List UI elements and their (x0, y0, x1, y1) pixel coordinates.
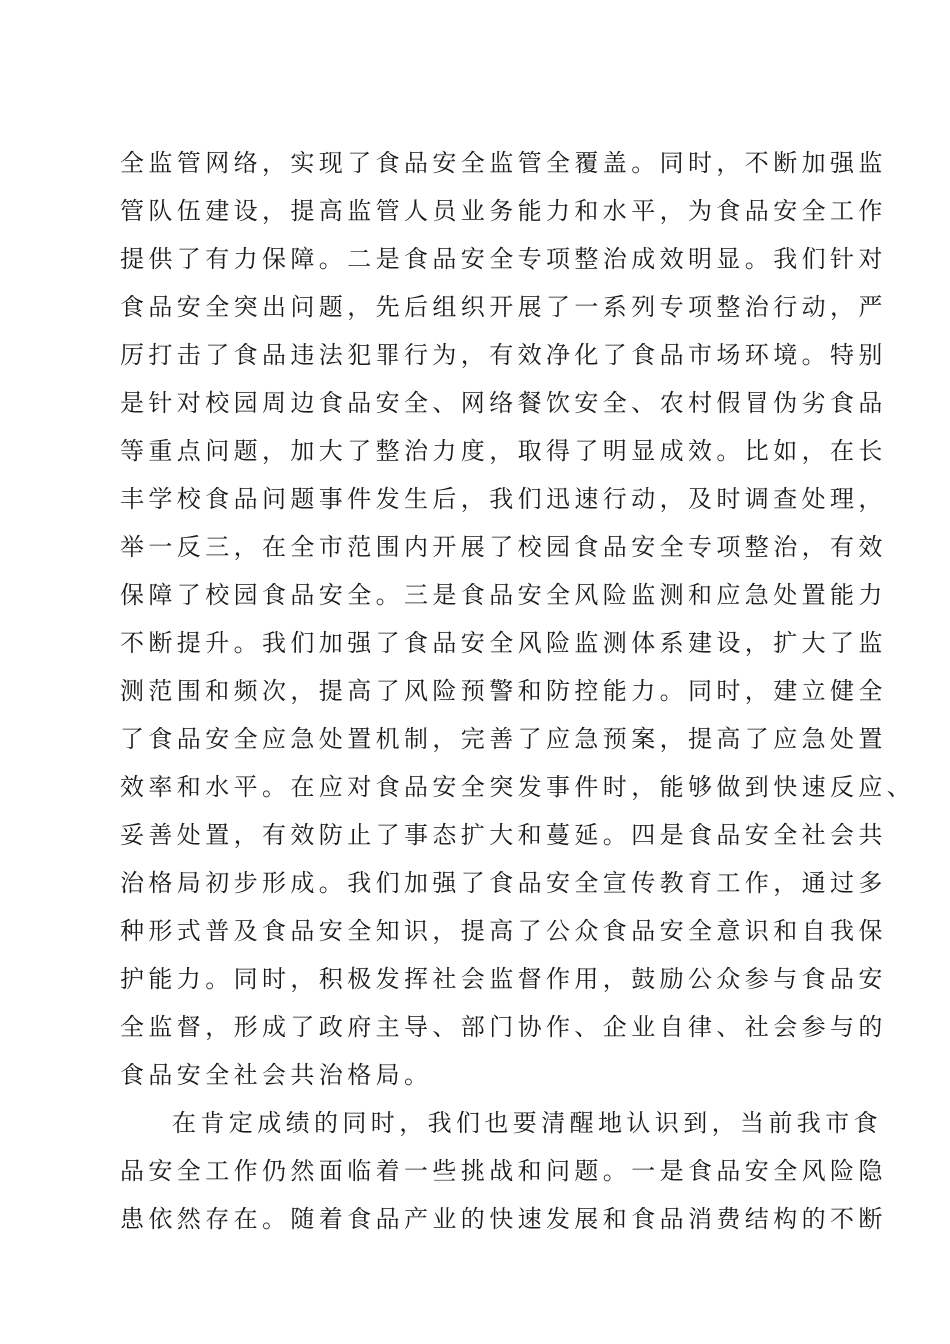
text-line: 管队伍建设，提高监管人员业务能力和水平，为食品安全工作 (120, 197, 887, 225)
text-line: 治格局初步形成。我们加强了食品安全宣传教育工作，通过多 (120, 869, 887, 897)
text-line: 提供了有力保障。二是食品安全专项整治成效明显。我们针对 (120, 245, 887, 273)
paragraph-first-line: 在肯定成绩的同时，我们也要清醒地认识到，当前我市食 (172, 1109, 882, 1137)
text-line: 妥善处置，有效防止了事态扩大和蔓延。四是食品安全社会共 (120, 821, 887, 849)
text-line: 效率和水平。在应对食品安全突发事件时，能够做到快速反应、 (120, 773, 916, 801)
text-line: 种形式普及食品安全知识，提高了公众食品安全意识和自我保 (120, 917, 887, 945)
text-line: 保障了校园食品安全。三是食品安全风险监测和应急处置能力 (120, 581, 887, 609)
body-text (120, 139, 916, 1243)
text-line: 不断提升。我们加强了食品安全风险监测体系建设，扩大了监 (120, 629, 887, 657)
text-line: 举一反三，在全市范围内开展了校园食品安全专项整治，有效 (120, 533, 887, 561)
text-line: 测范围和频次，提高了风险预警和防控能力。同时，建立健全 (120, 677, 887, 705)
text-line: 食品安全社会共治格局。 (120, 1061, 433, 1089)
text-line: 全监督，形成了政府主导、部门协作、企业自律、社会参与的 (120, 1013, 887, 1041)
text-line: 食品安全突出问题，先后组织开展了一系列专项整治行动，严 (120, 293, 887, 321)
text-line: 护能力。同时，积极发挥社会监督作用，鼓励公众参与食品安 (120, 965, 887, 993)
text-line: 丰学校食品问题事件发生后，我们迅速行动，及时调查处理， (120, 485, 887, 513)
text-line: 患依然存在。随着食品产业的快速发展和食品消费结构的不断 (120, 1205, 887, 1233)
text-line: 全监管网络，实现了食品安全监管全覆盖。同时，不断加强监 (120, 149, 887, 177)
text-line: 是针对校园周边食品安全、网络餐饮安全、农村假冒伪劣食品 (120, 389, 887, 417)
text-line: 厉打击了食品违法犯罪行为，有效净化了食品市场环境。特别 (120, 341, 887, 369)
text-line: 等重点问题，加大了整治力度，取得了明显成效。比如，在长 (120, 437, 887, 465)
text-line: 品安全工作仍然面临着一些挑战和问题。一是食品安全风险隐 (120, 1157, 887, 1185)
text-line: 了食品安全应急处置机制，完善了应急预案，提高了应急处置 (120, 725, 887, 753)
